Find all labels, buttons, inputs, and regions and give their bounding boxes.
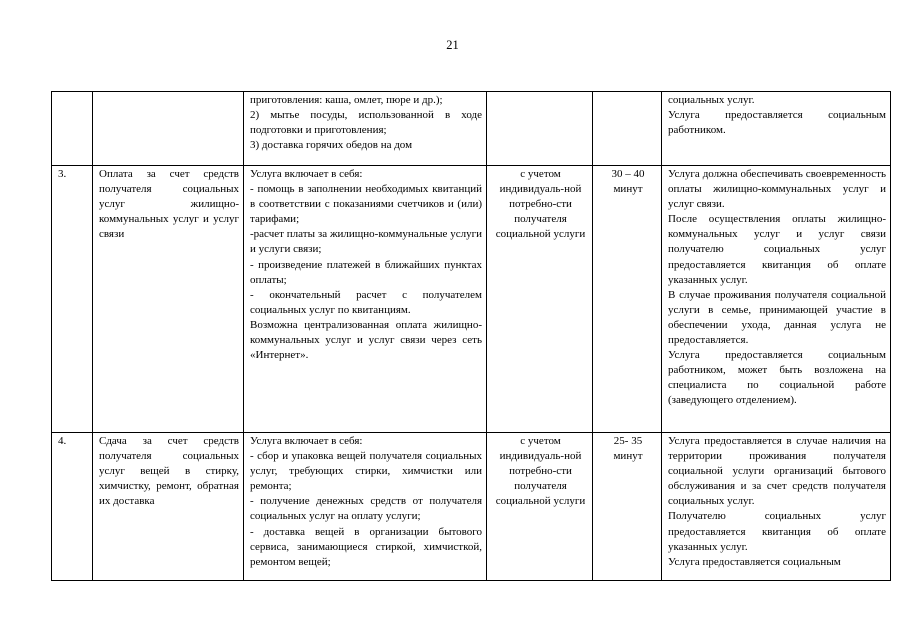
service-name-cell: Сдача за счет средств получателя социальных услуг вещей в стирку, химчистку, ремонт, обратная их доставка — [93, 433, 244, 581]
service-time-cell: 25- 35 минут — [593, 433, 662, 581]
services-table — [51, 91, 891, 581]
content-line: Возможна централизованная оплата жилищно-коммунальных услуг и услуг связи через сеть «Интернет». — [250, 318, 482, 362]
service-volume-cell: с учетом индивидуаль-ной потребно-сти получателя социальной услуги — [487, 433, 593, 581]
conditions-line: После осуществления оплаты жилищно-коммунальных услуг и услуг связи получателю социальных услуг предоставляется квитанция об оплате указанных услуг. — [668, 213, 886, 286]
content-line: - получение денежных средств от получателя социальных услуг на оплату услуги; — [250, 495, 482, 523]
content-line: -расчет платы за жилищно-коммунальные услуги и услуги связи; — [250, 228, 482, 256]
content-line: - помощь в заполнении необходимых квитанций в соответствии с показаниями счетчиков и (или) тарифами; — [250, 183, 482, 226]
row-number-cell: 4. — [52, 433, 93, 581]
service-time-cell: 30 – 40 минут — [593, 166, 662, 433]
content-line: - окончательный расчет с получателем социальных услуг по квитанциям. — [250, 288, 482, 316]
conditions-line: социальных услуг. — [668, 94, 755, 106]
row-number-cell: 3. — [52, 166, 93, 433]
service-volume-cell — [487, 92, 593, 166]
table-row — [52, 433, 891, 581]
table-row — [52, 92, 891, 166]
conditions-line: Услуга предоставляется социальным работником, может быть возложена на специалиста по социальной работе (заведующего отделением). — [668, 349, 886, 407]
content-line: - произведение платежей в ближайших пунктах оплаты; — [250, 258, 482, 286]
content-line: Услуга включает в себя: — [250, 435, 363, 447]
content-line: - сбор и упаковка вещей получателя социальных услуг, требующих стирки, химчистки или ремонта; — [250, 450, 482, 493]
content-line: Услуга включает в себя: — [250, 168, 363, 180]
service-content-cell — [244, 433, 487, 581]
table-row — [52, 166, 891, 433]
service-name-cell — [93, 92, 244, 166]
content-line: - доставка вещей в организации бытового сервиса, занимающиеся стиркой, химчисткой, ремонтом вещей; — [250, 525, 482, 568]
conditions-line: Услуга предоставляется в случае наличия на территории проживания получателя социальной услуги организаций бытового обслуживания и за счет средств получателя социальных услуг. — [668, 435, 886, 508]
conditions-line: Услуга предоставляется социальным — [668, 555, 841, 568]
service-content-cell — [244, 166, 487, 433]
conditions-line: Услуга должна обеспечивать своевременность оплаты жилищно-коммунальных услуг и услуг связи. — [668, 168, 886, 211]
service-volume-cell: с учетом индивидуаль-ной потребно-сти получателя социальной услуги — [487, 166, 593, 433]
row-number-cell — [52, 92, 93, 166]
service-conditions-cell — [662, 433, 891, 581]
content-line: 3) доставка горячих обедов на дом — [250, 139, 413, 152]
conditions-line: Получателю социальных услуг предоставляется квитанция об оплате указанных услуг. — [668, 510, 886, 553]
service-conditions-cell — [662, 166, 891, 433]
page-number: 21 — [446, 38, 459, 52]
content-line: приготовления: каша, омлет, пюре и др.); — [250, 94, 443, 106]
conditions-line: Услуга предоставляется социальным работником. — [668, 109, 886, 137]
service-time-cell — [593, 92, 662, 166]
service-conditions-cell — [662, 92, 891, 166]
conditions-line: В случае проживания получателя социальной услуги в семье, принимающей участие в обеспечении ухода, данная услуга не предоставляется. — [668, 288, 886, 347]
content-line: 2) мытье посуды, использованной в ходе подготовки и приготовления; — [250, 109, 482, 137]
service-name-cell: Оплата за счет средств получателя социальных услуг жилищно-коммунальных услуг и услуг связи — [93, 166, 244, 433]
service-content-cell — [244, 92, 487, 166]
